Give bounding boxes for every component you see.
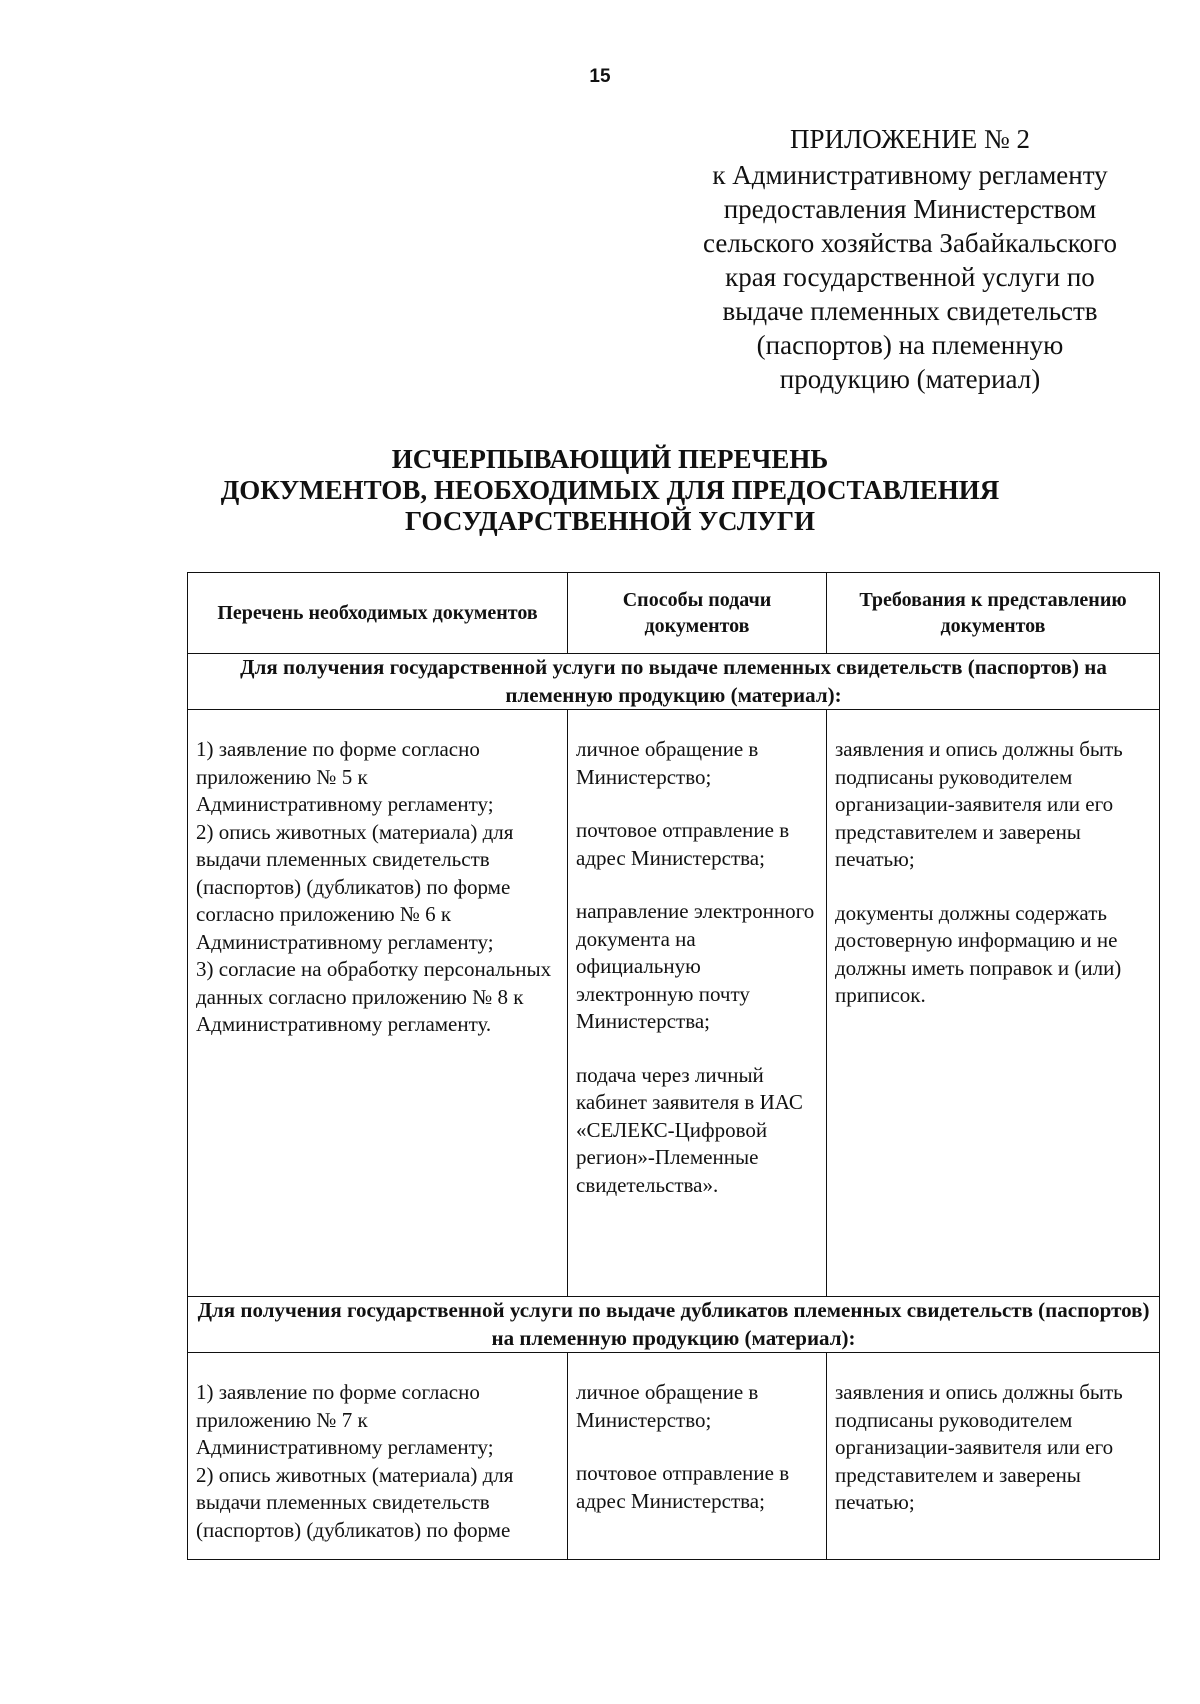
documents-cell — [188, 1353, 568, 1560]
table-row — [188, 710, 1160, 1297]
appendix-line: сельского хозяйства Забайкальского — [703, 228, 1117, 258]
appendix-line: продукцию (материал) — [779, 364, 1041, 394]
document-title-line: ДОКУМЕНТОВ, НЕОБХОДИМЫХ ДЛЯ ПРЕДОСТАВЛЕНИЯ — [220, 475, 1000, 505]
methods-cell — [568, 710, 827, 1297]
appendix-header — [660, 122, 1160, 396]
table-header-row — [188, 573, 1160, 654]
method-item: личное обращение в Министерство; — [576, 737, 759, 789]
appendix-line: предоставления Министерством — [723, 194, 1097, 224]
requirement-item: заявления и опись должны быть подписаны руководителем организации-заявителя или его представителем и заверены печатью; — [835, 737, 1123, 871]
method-item: направление электронного документа на официальную электронную почту Министерства; — [576, 899, 815, 1033]
table-row — [188, 1353, 1160, 1560]
documents-list: 1) заявление по форме согласно приложению № 7 к Административному регламенту; 2) опись животных (материала) для выдачи племенных свидетельств (паспортов) (дубликатов) по форме — [196, 1380, 514, 1542]
requirement-item: документы должны содержать достоверную информацию и не должны иметь поправок и (или) приписок. — [835, 900, 1122, 1007]
appendix-line: (паспортов) на племенную — [756, 330, 1064, 360]
documents-cell — [188, 710, 568, 1297]
header-methods: Способы подачи документов — [568, 573, 827, 654]
method-item: почтовое отправление в адрес Министерства; — [576, 1461, 790, 1513]
document-title — [180, 444, 1040, 537]
appendix-line: к Административному регламенту — [712, 160, 1108, 190]
documents-table — [187, 572, 1160, 1560]
section-title: Для получения государственной услуги по выдаче дубликатов племенных свидетельств (паспортов) на племенную продукцию (материал): — [188, 1297, 1160, 1353]
method-item: личное обращение в Министерство; — [576, 1380, 759, 1432]
page-number: 15 — [589, 66, 611, 87]
section-title-row — [188, 654, 1160, 710]
requirements-cell — [827, 710, 1160, 1297]
document-title-line: ИСЧЕРПЫВАЮЩИЙ ПЕРЕЧЕНЬ — [391, 444, 829, 474]
appendix-title: ПРИЛОЖЕНИЕ № 2 — [789, 124, 1031, 154]
method-item: почтовое отправление в адрес Министерства; — [576, 818, 790, 870]
appendix-line: края государственной услуги по — [725, 262, 1095, 292]
header-documents: Перечень необходимых документов — [188, 573, 568, 654]
method-item: подача через личный кабинет заявителя в ИАС «СЕЛЕКС-Цифровой регион»-Племенные свидетельства». — [576, 1062, 803, 1197]
methods-cell — [568, 1353, 827, 1560]
document-title-line: ГОСУДАРСТВЕННОЙ УСЛУГИ — [405, 506, 815, 536]
header-requirements: Требования к представлению документов — [827, 573, 1160, 654]
documents-list: 1) заявление по форме согласно приложению № 5 к Административному регламенту; 2) опись животных (материала) для выдачи племенных свидетельств (паспортов) (дубликатов) по форме согласно приложению № 6 к Административному регламенту; 3) согласие на обработку персональных данных согласно приложению № 8 к Административному регламенту. — [196, 737, 552, 1036]
requirement-item: заявления и опись должны быть подписаны руководителем организации-заявителя или его представителем и заверены печатью; — [835, 1380, 1123, 1514]
section-title: Для получения государственной услуги по выдаче племенных свидетельств (паспортов) на племенную продукцию (материал): — [188, 654, 1160, 710]
section-title-row — [188, 1297, 1160, 1353]
requirements-cell — [827, 1353, 1160, 1560]
appendix-line: выдаче племенных свидетельств — [722, 296, 1098, 326]
